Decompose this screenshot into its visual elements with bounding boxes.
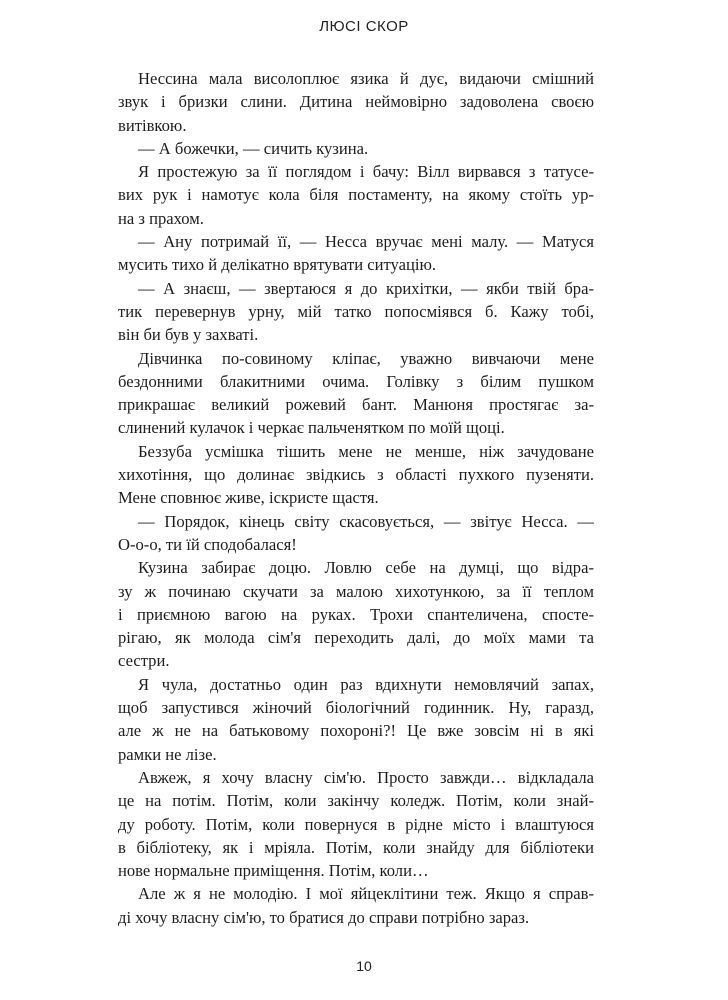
text-line: Але ж я не молодію. І мої яйцеклітини теж. Якщо я справ- [138, 884, 594, 904]
text-line: тик перевернув урну, мій татко попосміявся б. Кажу тобі, [118, 301, 594, 321]
text-line: рігаю, як молода сім'я переходить далі, до моїх мами та [118, 628, 594, 648]
text-line: бездонними блакитними очима. Голівку з білим пушком [118, 371, 594, 391]
text-line: нове нормальне приміщення. Потім, коли… [118, 861, 429, 881]
text-line: Я чула, достатньо один раз вдихнути немовлячий запах, [138, 674, 594, 694]
text-line: витівкою. [118, 115, 187, 135]
paragraph [118, 440, 594, 510]
text-line: мусить тихо й делікатно врятувати ситуацію. [118, 255, 436, 275]
text-line: але ж не на батьковому похороні?! Це вже зовсім ні в які [118, 721, 594, 741]
text-line: — А знаєш, — звертаюся я до крихітки, — якби твій бра- [138, 278, 594, 298]
text-line: — Порядок, кінець світу скасовується, — звітує Несса. — [138, 511, 594, 531]
paragraph [118, 230, 594, 277]
paragraph [118, 766, 594, 882]
text-line: на з прахом. [118, 208, 204, 228]
text-line: в бібліотеку, як і мріяла. Потім, коли знайду для бібліотеки [118, 837, 594, 857]
text-line: хихотіння, що долинає звідкись з області пухкого пузеняти. [118, 465, 594, 485]
text-line: ді хочу власну сім'ю, то братися до справи потрібно зараз. [118, 907, 530, 927]
page-number: 10 [356, 958, 372, 974]
text-line: він би був у захваті. [118, 325, 259, 345]
paragraph [118, 556, 594, 672]
paragraph [118, 510, 594, 557]
text-line: рамки не лізе. [118, 744, 217, 764]
body-text [118, 67, 594, 929]
text-line: вих рук і намотує кола біля постаменту, на якому стоїть ур- [118, 185, 594, 205]
text-line: ду роботу. Потім, коли повернуся в рідне місто і влаштуюся [118, 814, 594, 834]
text-line: Дівчинка по-совиному кліпає, уважно вивчаючи мене [138, 348, 594, 368]
text-line: сестри. [118, 651, 170, 671]
text-line: слинений кулачок і черкає пальченятком по моїй щоці. [118, 418, 505, 438]
paragraph [118, 347, 594, 440]
running-head: ЛЮСІ СКОР [319, 18, 409, 35]
text-line: прикрашає великий рожевий бант. Манюня простягає за- [118, 395, 594, 415]
text-line: Беззуба усмішка тішить мене не менше, ніж зачудоване [138, 441, 594, 461]
text-line: звук і бризки слини. Дитина неймовірно задоволена своєю [118, 92, 594, 112]
text-line: щоб запустився жіночий біологічний годинник. Ну, гаразд, [118, 698, 594, 718]
text-line: О-о-о, ти їй сподобалася! [118, 534, 297, 554]
text-line: Я простежую за її поглядом і бачу: Вілл вирвався з татусе- [138, 162, 594, 182]
text-line: — А божечки, — сичить кузина. [138, 138, 369, 158]
text-line: Авжеж, я хочу власну сім'ю. Просто завжди… відкладала [138, 767, 594, 787]
paragraph [118, 882, 594, 929]
paragraph [118, 673, 594, 766]
paragraph [118, 160, 594, 230]
text-line: зу ж починаю скучати за малою хихотункою, за її теплом [118, 581, 594, 601]
text-line: це на потім. Потім, коли закінчу коледж. Потім, коли знай- [118, 791, 594, 811]
text-line: Мене сповнює живе, іскристе щастя. [118, 488, 379, 508]
text-line: і приємною вагою на руках. Трохи спантеличена, споcте- [118, 604, 594, 624]
paragraph [118, 67, 594, 137]
text-line: Кузина забирає доцю. Ловлю себе на думці, що відра- [138, 558, 594, 578]
text-line: — Ану потримай її, — Несса вручає мені малу. — Матуся [138, 232, 594, 252]
paragraph [118, 137, 594, 160]
text-line: Нессина мала висолоплює язика й дує, видаючи смішний [138, 69, 594, 88]
paragraph [118, 277, 594, 347]
